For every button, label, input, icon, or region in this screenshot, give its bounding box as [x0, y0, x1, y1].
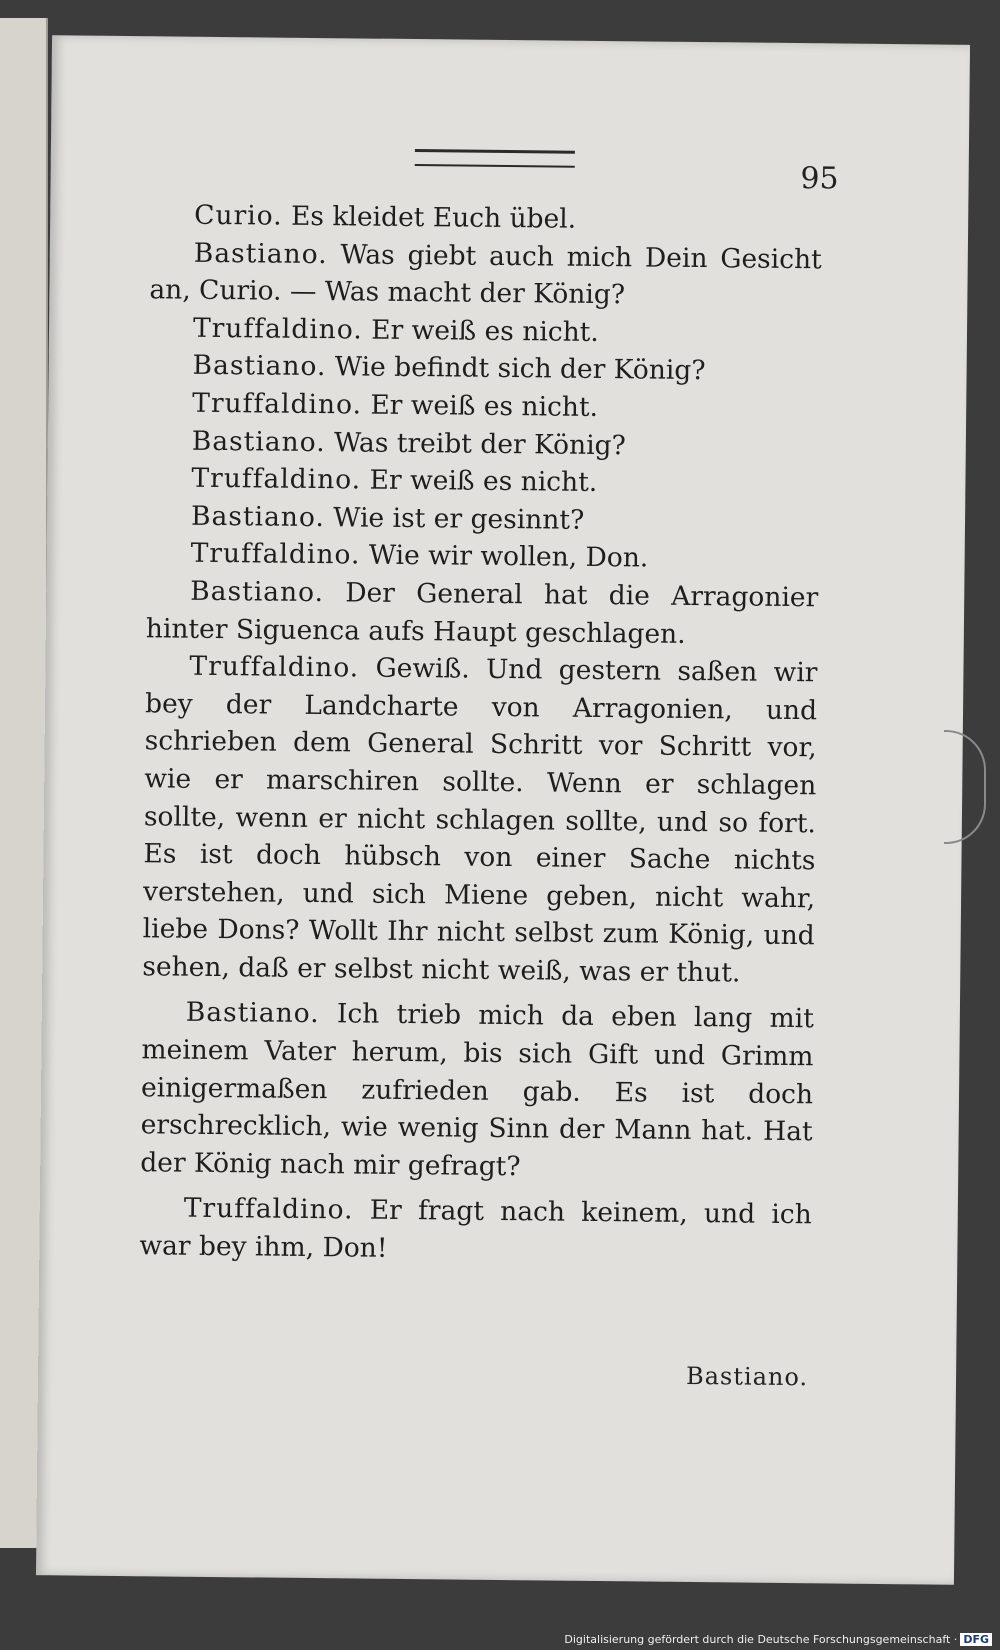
speaker-name: Bastiano. — [192, 350, 327, 383]
page-number: 95 — [800, 161, 839, 197]
speech-text: Es kleidet Euch übel. — [290, 200, 577, 235]
speech-text: Der General hat die Arragonier hinter Siguenca aufs Haupt geschlagen. — [145, 577, 819, 650]
digitization-footer — [564, 1633, 992, 1646]
dialogue-paragraph — [139, 1190, 812, 1272]
speech-text: Wie befindt sich der König? — [334, 351, 706, 387]
header-rule — [415, 149, 575, 168]
book-page — [36, 35, 970, 1585]
speaker-name: Bastiano. — [190, 575, 325, 609]
dialogue-paragraph — [149, 234, 822, 316]
dialogue-paragraph — [142, 647, 818, 992]
catchword: Bastiano. — [685, 1361, 809, 1392]
dialogue-paragraph — [148, 384, 820, 429]
dialogue-paragraph — [150, 196, 822, 241]
dialogue-paragraph — [140, 994, 814, 1189]
speech-text: Er weiß es nicht. — [371, 314, 599, 348]
speaker-name: Truffaldino. — [189, 650, 360, 684]
speech-text: Gewiß. Und gestern saßen wir bey der Landcharte von Arragonien, und schrieben dem General Schritt vor Schritt vor, wie er marschiren sollte. Wenn er schlagen sollte, wenn er nicht schlagen sollte, und so fort. Es ist doch hübsch von einer Sache nichts verstehen, und sich Miene geben, nicht wahr, liebe Dons? Wollt Ihr nicht selbst zum König, und sehen, daß er selbst nicht weiß, was er thut. — [142, 652, 818, 989]
footer-text: Digitalisierung gefördert durch die Deutsche Forschungsgemeinschaft · — [564, 1633, 958, 1646]
speaker-name: Truffaldino. — [192, 387, 363, 421]
speaker-name: Truffaldino. — [190, 538, 361, 571]
speech-text: Was giebt auch mich Dein Gesicht an, Curio. — Was macht der König? — [149, 238, 822, 311]
speaker-name: Bastiano. — [191, 425, 326, 458]
speaker-name: Curio. — [194, 199, 283, 232]
speech-text: Was treibt der König? — [333, 426, 626, 461]
speech-text: Er weiß es nicht. — [369, 464, 598, 499]
speaker-name: Bastiano. — [190, 500, 325, 533]
speech-text: Wie ist er gesinnt? — [333, 501, 585, 536]
page-clip — [944, 730, 986, 844]
dialogue-text — [139, 196, 822, 1272]
speech-text: Er fragt nach keinem, und ich war bey ihm, Don! — [139, 1195, 812, 1264]
speech-text: Ich trieb mich da eben lang mit meinem Vater herum, bis sich Gift und Grimm einigermaßen zufrieden gab. Es ist doch erschrecklich, wie wenig Sinn der Mann hat. Hat der König nach mir gefragt? — [140, 998, 814, 1183]
dfg-logo: DFG — [960, 1633, 992, 1646]
speech-text: Er weiß es nicht. — [370, 389, 599, 423]
speaker-name: Truffaldino. — [191, 462, 362, 496]
speech-text: Wie wir wollen, Don. — [368, 539, 649, 574]
speaker-name: Bastiano. — [193, 237, 328, 270]
speaker-name: Truffaldino. — [192, 312, 363, 346]
speaker-name: Truffaldino. — [183, 1193, 354, 1226]
dialogue-paragraph — [146, 572, 819, 654]
speaker-name: Bastiano. — [185, 997, 320, 1030]
